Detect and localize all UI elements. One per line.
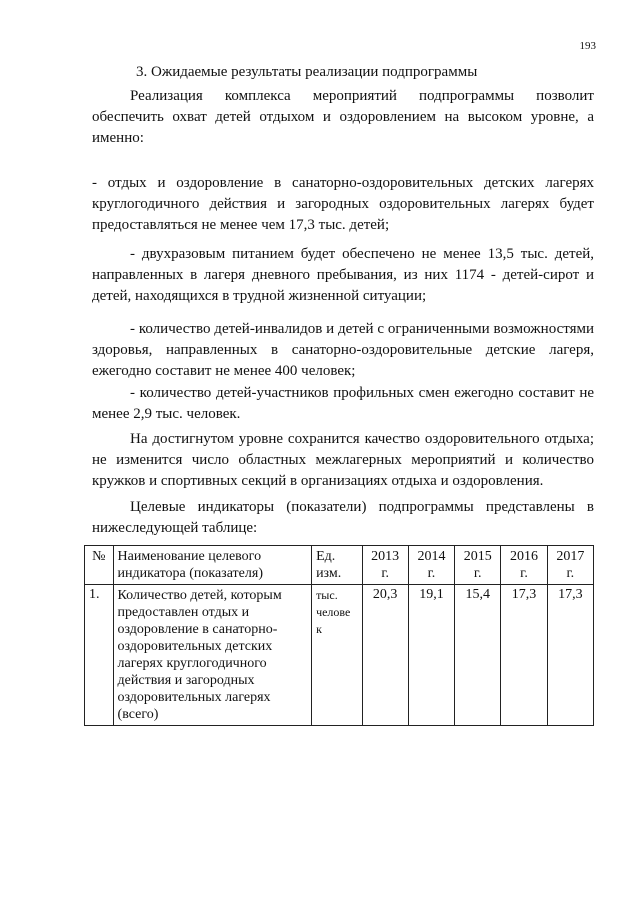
paragraph-item-2: - двухразовым питанием будет обеспечено не менее 13,5 тыс. детей, направленных в лагеря дневного пребывания, из них 1174 - детей-сирот и детей, находящихся в трудной жизненной ситуации; (92, 246, 594, 304)
header-year-2015: 2015 г. (455, 546, 501, 585)
page-number: 193 (579, 40, 596, 52)
row-name: Количество детей, которым предоставлен отдых и оздоровление в санаторно-оздоровительных детских лагерях круглогодичного действия и загородных оздоровительных лагерях (всего) (113, 585, 312, 726)
header-num: № (85, 546, 114, 585)
paragraph-intro: Реализация комплекса мероприятий подпрограммы позволит обеспечить охват детей отдыхом и оздоровлением на высоком уровне, а именно: (92, 88, 594, 146)
header-year-2016: 2016 г. (501, 546, 547, 585)
header-year-2017: 2017 г. (547, 546, 593, 585)
paragraph-item-4: - количество детей-участников профильных смен ежегодно составит не менее 2,9 тыс. человек. (92, 385, 594, 422)
indicators-table (84, 545, 594, 726)
row-num: 1. (85, 585, 114, 726)
header-year-2013: 2013 г. (362, 546, 408, 585)
row-unit: тыс. челове к (312, 585, 362, 726)
table-header-row (85, 546, 594, 585)
section-title: 3. Ожидаемые результаты реализации подпрограммы (136, 64, 478, 80)
header-unit: Ед. изм. (312, 546, 362, 585)
paragraph-item-1: - отдых и оздоровление в санаторно-оздоровительных детских лагерях круглогодичного действия и загородных оздоровительных лагерях будет предоставляться не менее чем 17,3 тыс. детей; (92, 175, 594, 233)
header-name: Наименование целевого индикатора (показателя) (113, 546, 312, 585)
row-value-2016: 17,3 (501, 585, 547, 726)
row-value-2015: 15,4 (455, 585, 501, 726)
paragraph-item-3: - количество детей-инвалидов и детей с ограниченными возможностями здоровья, направленных в санаторно-оздоровительные детские лагеря, ежегодно составит не менее 400 человек; (92, 321, 594, 379)
row-value-2014: 19,1 (408, 585, 454, 726)
paragraph-conclusion: На достигнутом уровне сохранится качество оздоровительного отдыха; не изменится число областных межлагерных мероприятий и количество кружков и спортивных секций в организациях отдыха и оздоровления. (92, 431, 594, 489)
paragraph-table-intro: Целевые индикаторы (показатели) подпрограммы представлены в нижеследующей таблице: (92, 499, 594, 536)
row-value-2017: 17,3 (547, 585, 593, 726)
table-row (85, 585, 594, 726)
row-value-2013: 20,3 (362, 585, 408, 726)
header-year-2014: 2014 г. (408, 546, 454, 585)
